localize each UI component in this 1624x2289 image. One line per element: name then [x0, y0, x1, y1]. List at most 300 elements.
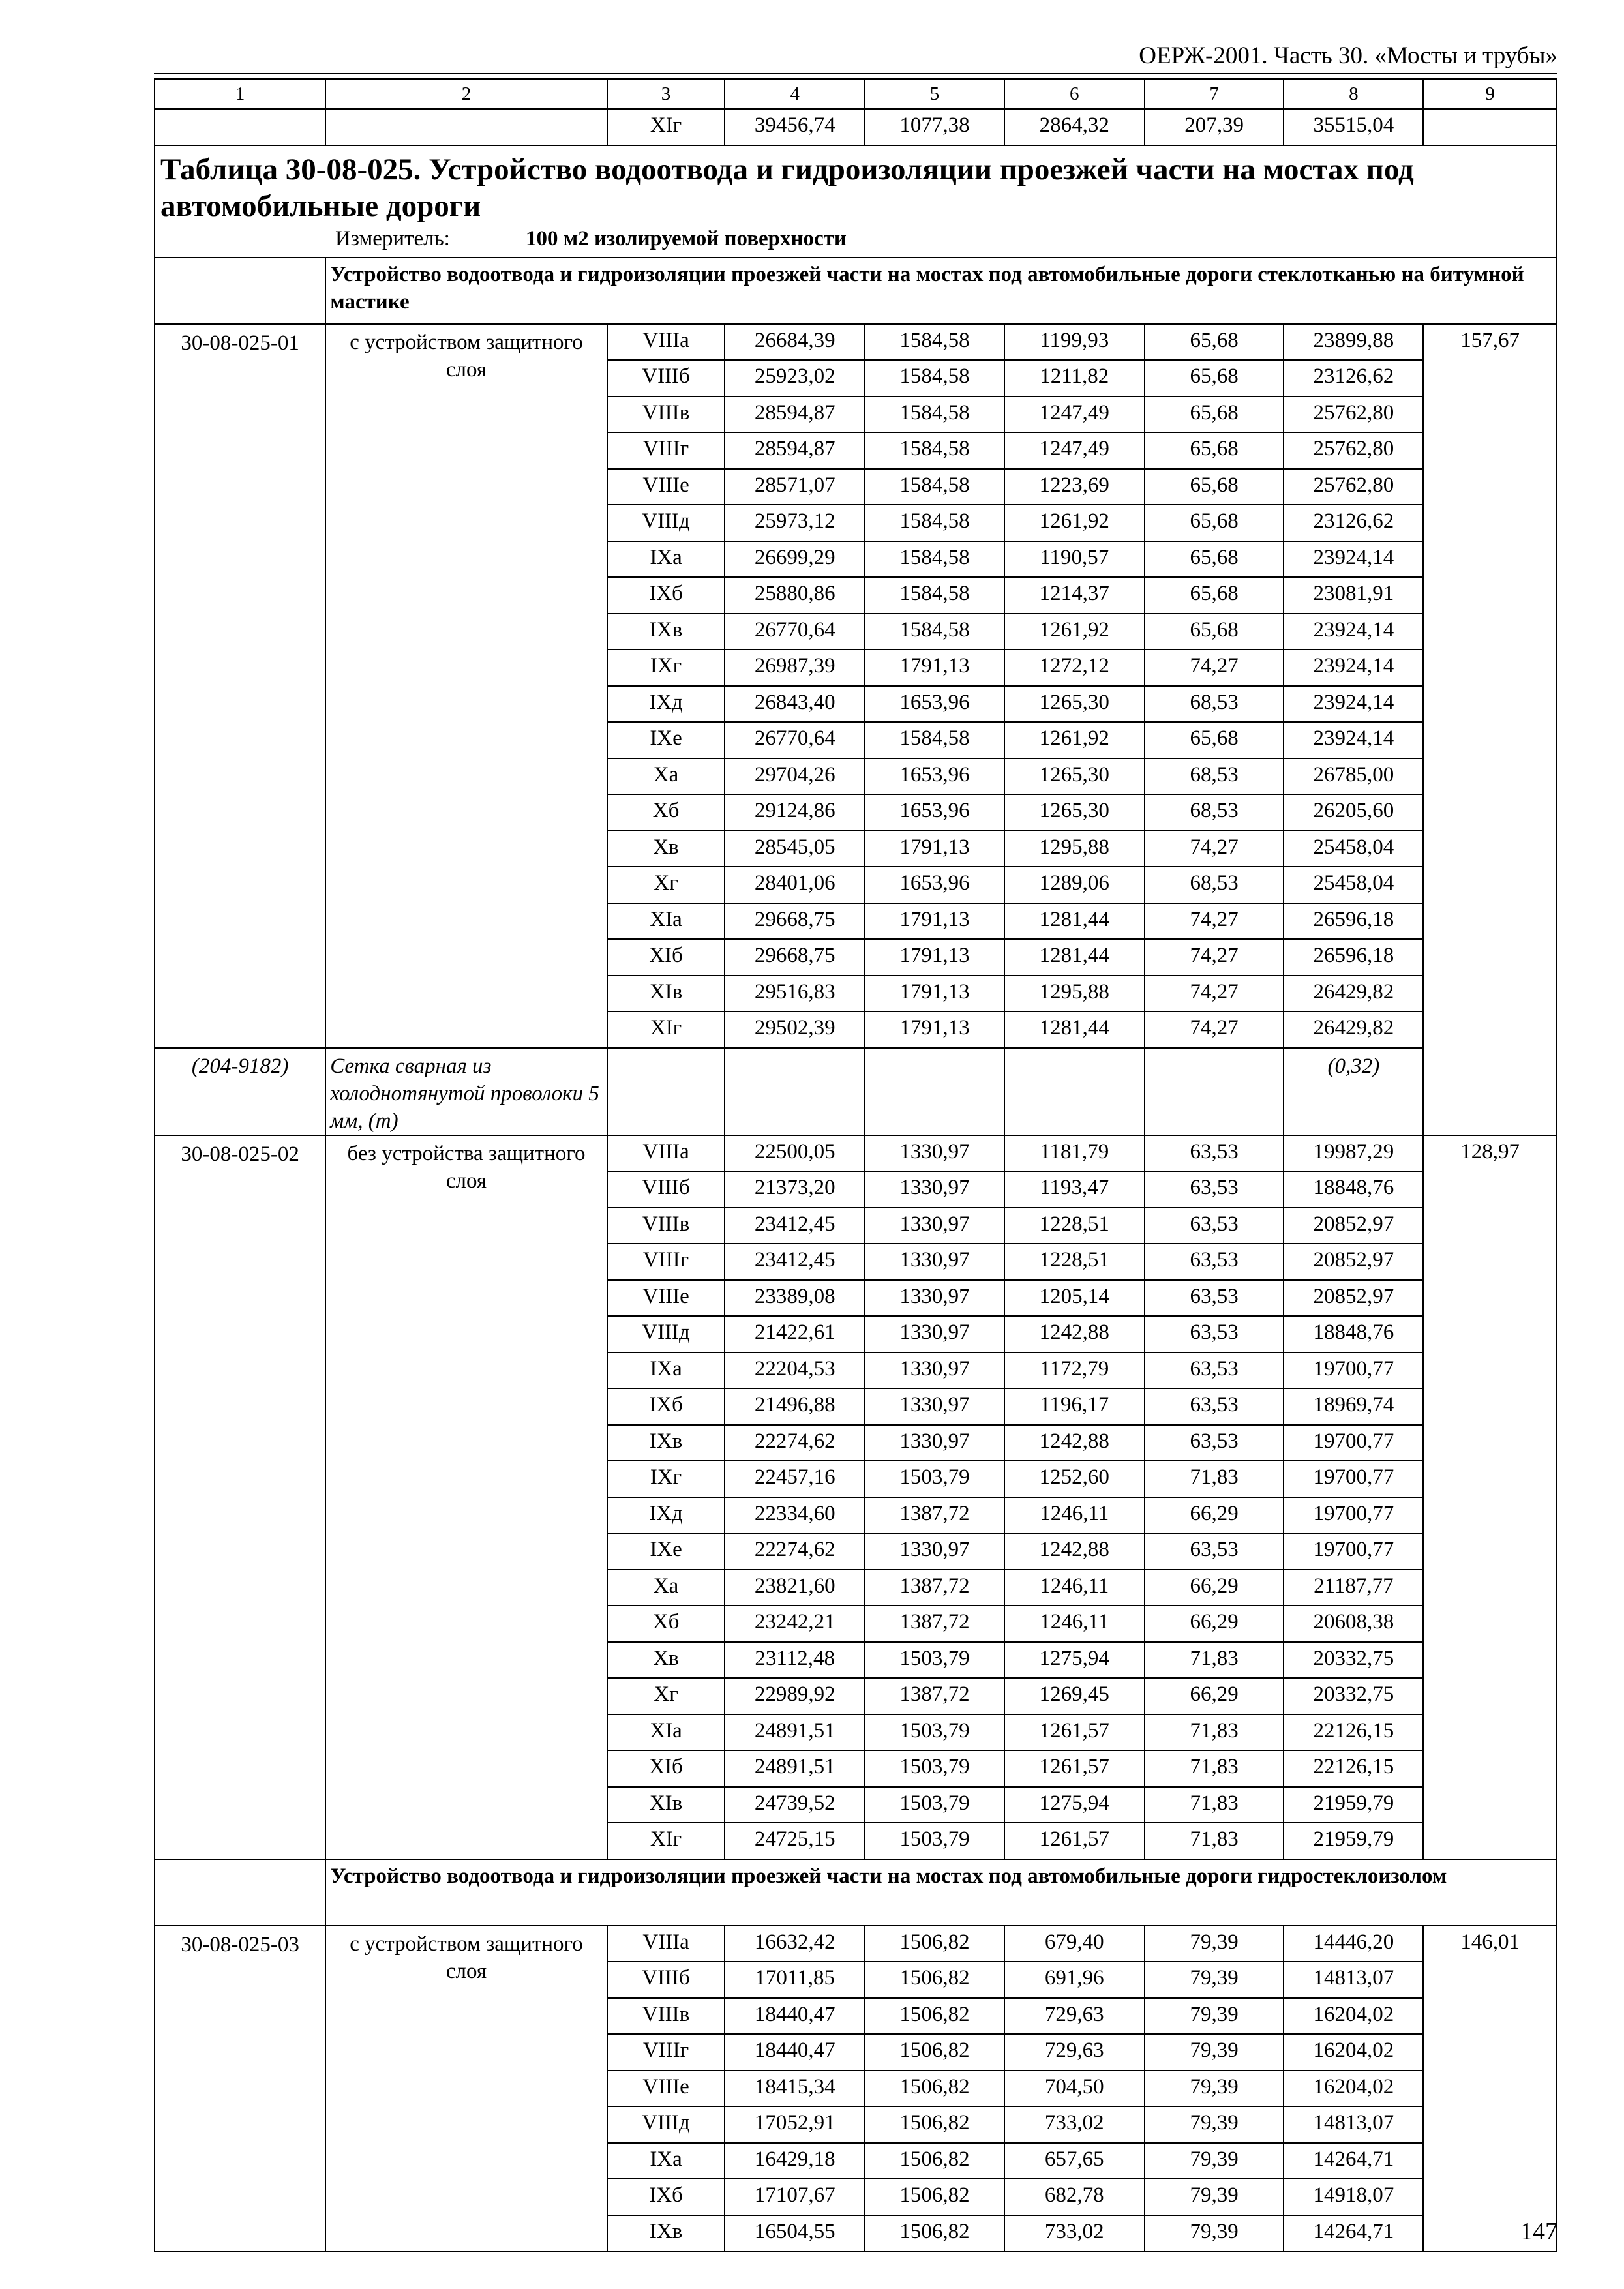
rate-name: без устройства защитного слоя — [325, 1135, 607, 1859]
region-code: VIIIг — [607, 1244, 725, 1280]
region-code: Xв — [607, 831, 725, 867]
column-number: 8 — [1284, 79, 1423, 109]
region-code: Xа — [607, 1570, 725, 1606]
region-code: XIв — [607, 1787, 725, 1823]
resource-row — [155, 1048, 1557, 1135]
value-cell: 1199,93 — [1004, 324, 1145, 361]
table-row — [155, 324, 1557, 361]
value-cell: 63,53 — [1145, 1388, 1284, 1425]
region-code: Xг — [607, 1678, 725, 1714]
value-cell: 68,53 — [1145, 867, 1284, 903]
value-cell: 24739,52 — [725, 1787, 865, 1823]
value-cell: 1242,88 — [1004, 1533, 1145, 1570]
value-cell: 66,29 — [1145, 1678, 1284, 1714]
value-cell: 1506,82 — [865, 1998, 1004, 2035]
value-cell: 1584,58 — [865, 505, 1004, 541]
value-cell: 79,39 — [1145, 2106, 1284, 2143]
value-cell: 1387,72 — [865, 1606, 1004, 1642]
value-cell: 29516,83 — [725, 976, 865, 1012]
value-cell: 71,83 — [1145, 1787, 1284, 1823]
column-number: 1 — [155, 79, 325, 109]
value-cell: 66,29 — [1145, 1497, 1284, 1534]
value-cell: 1193,47 — [1004, 1171, 1145, 1208]
value-cell: 18440,47 — [725, 1998, 865, 2035]
value-cell: 22126,15 — [1284, 1714, 1423, 1751]
value-cell: 657,65 — [1004, 2143, 1145, 2179]
col9-value: 157,67 — [1423, 324, 1557, 1135]
page-number: 147 — [1520, 2218, 1557, 2245]
value-cell: 1330,97 — [865, 1135, 1004, 1172]
value-cell: 63,53 — [1145, 1280, 1284, 1317]
value-cell: 74,27 — [1145, 831, 1284, 867]
value-cell: 16504,55 — [725, 2215, 865, 2252]
value-cell: 1503,79 — [865, 1750, 1004, 1787]
value-cell: 1653,96 — [865, 686, 1004, 723]
region-code: IXе — [607, 1533, 725, 1570]
column-number: 2 — [325, 79, 607, 109]
value-cell: 71,83 — [1145, 1461, 1284, 1497]
value-cell: 26843,40 — [725, 686, 865, 723]
value-cell: 19700,77 — [1284, 1461, 1423, 1497]
region-code: Xб — [607, 794, 725, 831]
region-code: IXа — [607, 1353, 725, 1389]
value-cell: 23821,60 — [725, 1570, 865, 1606]
value-cell: 65,68 — [1145, 432, 1284, 469]
value-cell: 29502,39 — [725, 1011, 865, 1048]
value-cell: 24891,51 — [725, 1750, 865, 1787]
value-cell: 26596,18 — [1284, 939, 1423, 976]
value-cell: 22334,60 — [725, 1497, 865, 1534]
value-cell: 733,02 — [1004, 2215, 1145, 2252]
rate-code: 30-08-025-01 — [155, 324, 325, 1048]
value-cell: 17052,91 — [725, 2106, 865, 2143]
region-code: VIIIа — [607, 1135, 725, 1172]
measure-label: Измеритель: — [335, 226, 450, 250]
value-cell: 29668,75 — [725, 903, 865, 940]
value-cell: 1584,58 — [865, 614, 1004, 650]
value-cell: 28571,07 — [725, 469, 865, 505]
value-cell: 23412,45 — [725, 1208, 865, 1244]
rate-name: с устройством защитного слоя — [325, 324, 607, 1048]
value-cell: 1214,37 — [1004, 577, 1145, 614]
value-cell: 729,63 — [1004, 2034, 1145, 2071]
value-cell: 20852,97 — [1284, 1208, 1423, 1244]
value-cell: 25880,86 — [725, 577, 865, 614]
carry-cell: XIг — [607, 109, 725, 145]
value-cell: 63,53 — [1145, 1171, 1284, 1208]
value-cell: 65,68 — [1145, 541, 1284, 578]
value-cell: 26770,64 — [725, 722, 865, 758]
value-cell: 14813,07 — [1284, 2106, 1423, 2143]
value-cell: 16429,18 — [725, 2143, 865, 2179]
value-cell: 1506,82 — [865, 2215, 1004, 2252]
region-code: VIIIг — [607, 2034, 725, 2071]
region-code: Xг — [607, 867, 725, 903]
value-cell: 1503,79 — [865, 1461, 1004, 1497]
value-cell: 1275,94 — [1004, 1642, 1145, 1679]
value-cell: 1172,79 — [1004, 1353, 1145, 1389]
carry-cell — [155, 109, 325, 145]
value-cell: 74,27 — [1145, 903, 1284, 940]
value-cell: 25458,04 — [1284, 867, 1423, 903]
value-cell: 1272,12 — [1004, 650, 1145, 686]
value-cell: 16204,02 — [1284, 1998, 1423, 2035]
section-spacer — [155, 258, 325, 324]
value-cell: 23412,45 — [725, 1244, 865, 1280]
value-cell: 26429,82 — [1284, 1011, 1423, 1048]
value-cell: 1330,97 — [865, 1171, 1004, 1208]
value-cell: 1791,13 — [865, 1011, 1004, 1048]
value-cell: 14918,07 — [1284, 2179, 1423, 2215]
rate-code: 30-08-025-02 — [155, 1135, 325, 1859]
value-cell: 1791,13 — [865, 650, 1004, 686]
empty-cell — [725, 1048, 865, 1135]
value-cell: 23389,08 — [725, 1280, 865, 1317]
value-cell: 1503,79 — [865, 1642, 1004, 1679]
column-number: 5 — [865, 79, 1004, 109]
region-code: XIб — [607, 1750, 725, 1787]
value-cell: 1584,58 — [865, 577, 1004, 614]
value-cell: 79,39 — [1145, 2143, 1284, 2179]
value-cell: 28594,87 — [725, 432, 865, 469]
value-cell: 1261,92 — [1004, 614, 1145, 650]
value-cell: 1330,97 — [865, 1244, 1004, 1280]
value-cell: 22274,62 — [725, 1533, 865, 1570]
value-cell: 65,68 — [1145, 577, 1284, 614]
value-cell: 1261,92 — [1004, 722, 1145, 758]
value-cell: 1246,11 — [1004, 1497, 1145, 1534]
section-header-row — [155, 258, 1557, 324]
empty-cell — [865, 1048, 1004, 1135]
value-cell: 63,53 — [1145, 1316, 1284, 1353]
value-cell: 79,39 — [1145, 1998, 1284, 2035]
value-cell: 1246,11 — [1004, 1570, 1145, 1606]
value-cell: 19700,77 — [1284, 1497, 1423, 1534]
rate-name: с устройством защитного слоя — [325, 1926, 607, 2252]
value-cell: 1265,30 — [1004, 686, 1145, 723]
value-cell: 729,63 — [1004, 1998, 1145, 2035]
value-cell: 79,39 — [1145, 1962, 1284, 1998]
value-cell: 79,39 — [1145, 2179, 1284, 2215]
section-title: Устройство водоотвода и гидроизоляции проезжей части на мостах под автомобильные дороги стеклотканью на битумной мастике — [325, 258, 1557, 324]
region-code: VIIIв — [607, 1208, 725, 1244]
region-code: VIIIг — [607, 432, 725, 469]
value-cell: 26596,18 — [1284, 903, 1423, 940]
value-cell: 17011,85 — [725, 1962, 865, 1998]
value-cell: 1228,51 — [1004, 1208, 1145, 1244]
value-cell: 28594,87 — [725, 396, 865, 433]
region-code: VIIIб — [607, 360, 725, 396]
region-code: XIг — [607, 1011, 725, 1048]
value-cell: 1584,58 — [865, 541, 1004, 578]
value-cell: 1791,13 — [865, 939, 1004, 976]
region-code: IXг — [607, 650, 725, 686]
value-cell: 1387,72 — [865, 1570, 1004, 1606]
value-cell: 17107,67 — [725, 2179, 865, 2215]
resource-value: (0,32) — [1284, 1048, 1423, 1135]
region-code: XIа — [607, 903, 725, 940]
measure-value: 100 м2 изолируемой поверхности — [526, 226, 847, 250]
region-code: Xб — [607, 1606, 725, 1642]
value-cell: 14446,20 — [1284, 1926, 1423, 1962]
value-cell: 1242,88 — [1004, 1425, 1145, 1461]
region-code: VIIIд — [607, 2106, 725, 2143]
value-cell: 1506,82 — [865, 2143, 1004, 2179]
value-cell: 19700,77 — [1284, 1353, 1423, 1389]
value-cell: 1387,72 — [865, 1497, 1004, 1534]
value-cell: 25973,12 — [725, 505, 865, 541]
region-code: IXб — [607, 1388, 725, 1425]
value-cell: 1247,49 — [1004, 396, 1145, 433]
value-cell: 1281,44 — [1004, 903, 1145, 940]
value-cell: 1506,82 — [865, 2071, 1004, 2107]
value-cell: 23924,14 — [1284, 650, 1423, 686]
value-cell: 26987,39 — [725, 650, 865, 686]
value-cell: 14264,71 — [1284, 2215, 1423, 2252]
carry-cell — [325, 109, 607, 145]
value-cell: 71,83 — [1145, 1823, 1284, 1859]
value-cell: 1584,58 — [865, 324, 1004, 361]
value-cell: 1181,79 — [1004, 1135, 1145, 1172]
value-cell: 691,96 — [1004, 1962, 1145, 1998]
value-cell: 1330,97 — [865, 1533, 1004, 1570]
value-cell: 1205,14 — [1004, 1280, 1145, 1317]
table-row — [155, 1926, 1557, 1962]
value-cell: 65,68 — [1145, 324, 1284, 361]
region-code: VIIIд — [607, 505, 725, 541]
col9-value: 128,97 — [1423, 1135, 1557, 1859]
region-code: IXа — [607, 541, 725, 578]
value-cell: 21422,61 — [725, 1316, 865, 1353]
value-cell: 1295,88 — [1004, 831, 1145, 867]
value-cell: 26684,39 — [725, 324, 865, 361]
region-code: XIг — [607, 1823, 725, 1859]
value-cell: 63,53 — [1145, 1425, 1284, 1461]
value-cell: 23924,14 — [1284, 686, 1423, 723]
value-cell: 1506,82 — [865, 2034, 1004, 2071]
value-cell: 1295,88 — [1004, 976, 1145, 1012]
value-cell: 1281,44 — [1004, 939, 1145, 976]
value-cell: 1506,82 — [865, 2106, 1004, 2143]
carry-row — [155, 109, 1557, 145]
value-cell: 71,83 — [1145, 1750, 1284, 1787]
value-cell: 23126,62 — [1284, 505, 1423, 541]
empty-cell — [607, 1048, 725, 1135]
region-code: VIIIб — [607, 1962, 725, 1998]
value-cell: 1503,79 — [865, 1714, 1004, 1751]
value-cell: 16204,02 — [1284, 2034, 1423, 2071]
value-cell: 74,27 — [1145, 976, 1284, 1012]
column-number: 9 — [1423, 79, 1557, 109]
value-cell: 21373,20 — [725, 1171, 865, 1208]
value-cell: 22126,15 — [1284, 1750, 1423, 1787]
value-cell: 25762,80 — [1284, 432, 1423, 469]
value-cell: 1246,11 — [1004, 1606, 1145, 1642]
region-code: VIIIв — [607, 396, 725, 433]
value-cell: 704,50 — [1004, 2071, 1145, 2107]
rates-table — [154, 78, 1557, 2252]
value-cell: 733,02 — [1004, 2106, 1145, 2143]
value-cell: 1506,82 — [865, 1962, 1004, 1998]
value-cell: 1330,97 — [865, 1208, 1004, 1244]
value-cell: 28401,06 — [725, 867, 865, 903]
value-cell: 22204,53 — [725, 1353, 865, 1389]
value-cell: 66,29 — [1145, 1570, 1284, 1606]
value-cell: 1261,57 — [1004, 1823, 1145, 1859]
value-cell: 1791,13 — [865, 831, 1004, 867]
value-cell: 19700,77 — [1284, 1533, 1423, 1570]
value-cell: 65,68 — [1145, 505, 1284, 541]
empty-cell — [1004, 1048, 1145, 1135]
value-cell: 1330,97 — [865, 1316, 1004, 1353]
value-cell: 79,39 — [1145, 2071, 1284, 2107]
value-cell: 63,53 — [1145, 1244, 1284, 1280]
value-cell: 65,68 — [1145, 396, 1284, 433]
value-cell: 1584,58 — [865, 469, 1004, 505]
value-cell: 21496,88 — [725, 1388, 865, 1425]
value-cell: 14264,71 — [1284, 2143, 1423, 2179]
value-cell: 23112,48 — [725, 1642, 865, 1679]
section-spacer — [155, 1859, 325, 1926]
region-code: IXд — [607, 686, 725, 723]
value-cell: 21959,79 — [1284, 1823, 1423, 1859]
value-cell: 18848,76 — [1284, 1171, 1423, 1208]
value-cell: 63,53 — [1145, 1135, 1284, 1172]
value-cell: 1281,44 — [1004, 1011, 1145, 1048]
value-cell: 79,39 — [1145, 1926, 1284, 1962]
value-cell: 18969,74 — [1284, 1388, 1423, 1425]
table-row — [155, 1135, 1557, 1172]
value-cell: 71,83 — [1145, 1714, 1284, 1751]
value-cell: 1584,58 — [865, 432, 1004, 469]
value-cell: 20332,75 — [1284, 1642, 1423, 1679]
value-cell: 63,53 — [1145, 1533, 1284, 1570]
value-cell: 68,53 — [1145, 794, 1284, 831]
region-code: IXв — [607, 2215, 725, 2252]
value-cell: 22457,16 — [725, 1461, 865, 1497]
value-cell: 1584,58 — [865, 360, 1004, 396]
value-cell: 14813,07 — [1284, 1962, 1423, 1998]
value-cell: 16204,02 — [1284, 2071, 1423, 2107]
value-cell: 79,39 — [1145, 2034, 1284, 2071]
value-cell: 74,27 — [1145, 939, 1284, 976]
value-cell: 1190,57 — [1004, 541, 1145, 578]
region-code: VIIIд — [607, 1316, 725, 1353]
region-code: VIIIв — [607, 1998, 725, 2035]
value-cell: 24891,51 — [725, 1714, 865, 1751]
value-cell: 1503,79 — [865, 1823, 1004, 1859]
header-rule — [154, 73, 1557, 74]
value-cell: 18440,47 — [725, 2034, 865, 2071]
region-code: XIв — [607, 976, 725, 1012]
value-cell: 68,53 — [1145, 686, 1284, 723]
region-code: VIIIе — [607, 469, 725, 505]
empty-cell — [1145, 1048, 1284, 1135]
resource-code: (204-9182) — [155, 1048, 325, 1135]
value-cell: 1506,82 — [865, 2179, 1004, 2215]
column-number: 3 — [607, 79, 725, 109]
region-code: VIIIе — [607, 2071, 725, 2107]
region-code: IXд — [607, 1497, 725, 1534]
region-code: IXе — [607, 722, 725, 758]
value-cell: 23081,91 — [1284, 577, 1423, 614]
value-cell: 1387,72 — [865, 1678, 1004, 1714]
value-cell: 23924,14 — [1284, 541, 1423, 578]
value-cell: 24725,15 — [725, 1823, 865, 1859]
rate-code: 30-08-025-03 — [155, 1926, 325, 2252]
value-cell: 1261,57 — [1004, 1714, 1145, 1751]
value-cell: 74,27 — [1145, 1011, 1284, 1048]
region-code: IXв — [607, 614, 725, 650]
value-cell: 20852,97 — [1284, 1280, 1423, 1317]
value-cell: 1242,88 — [1004, 1316, 1145, 1353]
value-cell: 20332,75 — [1284, 1678, 1423, 1714]
value-cell: 63,53 — [1145, 1353, 1284, 1389]
value-cell: 25923,02 — [725, 360, 865, 396]
section-header-row — [155, 1859, 1557, 1926]
value-cell: 16632,42 — [725, 1926, 865, 1962]
value-cell: 20852,97 — [1284, 1244, 1423, 1280]
value-cell: 1275,94 — [1004, 1787, 1145, 1823]
carry-cell: 39456,74 — [725, 109, 865, 145]
carry-cell: 35515,04 — [1284, 109, 1423, 145]
value-cell: 22989,92 — [725, 1678, 865, 1714]
value-cell: 1653,96 — [865, 758, 1004, 795]
region-code: IXб — [607, 2179, 725, 2215]
value-cell: 1506,82 — [865, 1926, 1004, 1962]
value-cell: 1252,60 — [1004, 1461, 1145, 1497]
carry-cell: 1077,38 — [865, 109, 1004, 145]
region-code: Xа — [607, 758, 725, 795]
value-cell: 1261,57 — [1004, 1750, 1145, 1787]
value-cell: 1261,92 — [1004, 505, 1145, 541]
value-cell: 26699,29 — [725, 541, 865, 578]
value-cell: 23924,14 — [1284, 614, 1423, 650]
value-cell: 26429,82 — [1284, 976, 1423, 1012]
measure-line — [160, 224, 1552, 253]
table-title-cell — [155, 145, 1557, 258]
column-number: 6 — [1004, 79, 1145, 109]
value-cell: 18415,34 — [725, 2071, 865, 2107]
carry-cell: 2864,32 — [1004, 109, 1145, 145]
value-cell: 1247,49 — [1004, 432, 1145, 469]
value-cell: 1265,30 — [1004, 758, 1145, 795]
value-cell: 21187,77 — [1284, 1570, 1423, 1606]
value-cell: 65,68 — [1145, 722, 1284, 758]
column-number: 4 — [725, 79, 865, 109]
value-cell: 19700,77 — [1284, 1425, 1423, 1461]
value-cell: 1265,30 — [1004, 794, 1145, 831]
value-cell: 23924,14 — [1284, 722, 1423, 758]
value-cell: 26205,60 — [1284, 794, 1423, 831]
value-cell: 18848,76 — [1284, 1316, 1423, 1353]
value-cell: 682,78 — [1004, 2179, 1145, 2215]
value-cell: 21959,79 — [1284, 1787, 1423, 1823]
value-cell: 1584,58 — [865, 722, 1004, 758]
value-cell: 1330,97 — [865, 1425, 1004, 1461]
region-code: XIа — [607, 1714, 725, 1751]
value-cell: 74,27 — [1145, 650, 1284, 686]
value-cell: 65,68 — [1145, 360, 1284, 396]
value-cell: 25762,80 — [1284, 469, 1423, 505]
value-cell: 1269,45 — [1004, 1678, 1145, 1714]
region-code: VIIIа — [607, 1926, 725, 1962]
value-cell: 26770,64 — [725, 614, 865, 650]
value-cell: 25458,04 — [1284, 831, 1423, 867]
value-cell: 1223,69 — [1004, 469, 1145, 505]
value-cell: 1330,97 — [865, 1353, 1004, 1389]
resource-name: Сетка сварная из холоднотянутой проволоки 5 мм, (т) — [325, 1048, 607, 1135]
